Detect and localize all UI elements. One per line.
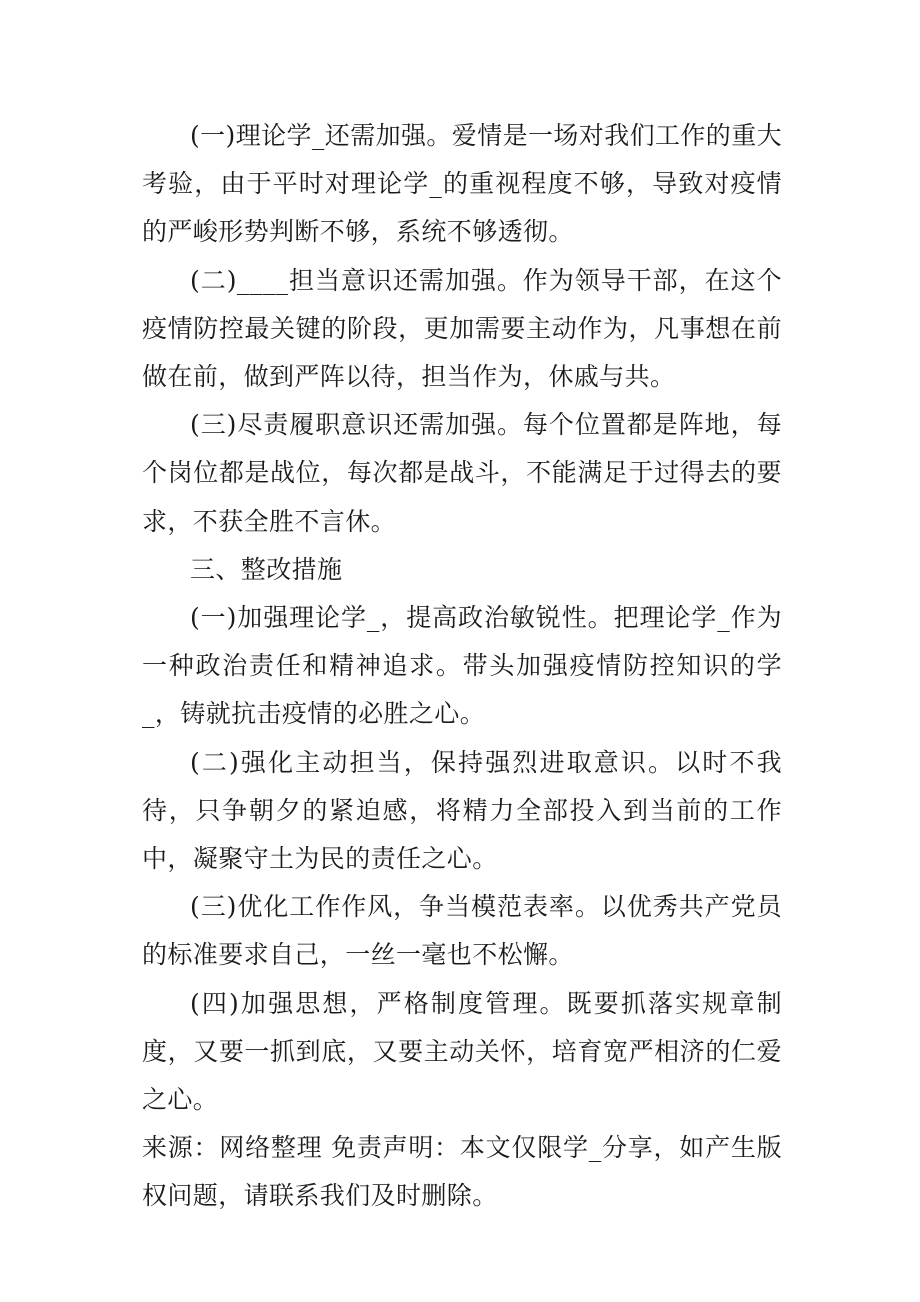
paragraph-system-management-text: (四)加强思想，严格制度管理。既要抓落实规章制度，又要一抓到底，又要主动关怀，培育宽严相济的仁爱之心。 [142,988,782,1115]
paragraph-system-management [142,980,782,1221]
source-disclaimer: 来源：网络整理 免责声明：本文仅限学_分享，如产生版权问题，请联系我们及时删除。 [142,1133,782,1211]
paragraph-responsibility: (二)____担当意识还需加强。作为领导干部，在这个疫情防控最关键的阶段，更加需要主动作为，凡事想在前做在前，做到严阵以待，担当作为，休戚与共。 [142,265,782,392]
paragraph-initiative: (二)强化主动担当，保持强烈进取意识。以时不我待，只争朝夕的紧迫感，将精力全部投入到当前的工作中，凝聚守土为民的责任之心。 [142,747,782,874]
paragraph-strengthen-theory: (一)加强理论学_，提高政治敏锐性。把理论学_作为一种政治责任和精神追求。带头加强疫情防控知识的学_，铸就抗击疫情的必胜之心。 [142,603,782,729]
document-body [142,112,782,1221]
paragraph-theory-study: (一)理论学_还需加强。爱情是一场对我们工作的重大考验，由于平时对理论学_的重视程度不够，导致对疫情的严峻形势判断不够，系统不够透彻。 [142,121,783,247]
section-heading-rectification: 三、整改措施 [190,554,343,584]
paragraph-duty-awareness: (三)尽责履职意识还需加强。每个位置都是阵地，每个岗位都是战位，每次都是战斗，不能满足于过得去的要求，不获全胜不言休。 [142,410,782,536]
paragraph-work-style: (三)优化工作作风，争当模范表率。以优秀共产党员的标准要求自己，一丝一毫也不松懈。 [142,892,782,970]
